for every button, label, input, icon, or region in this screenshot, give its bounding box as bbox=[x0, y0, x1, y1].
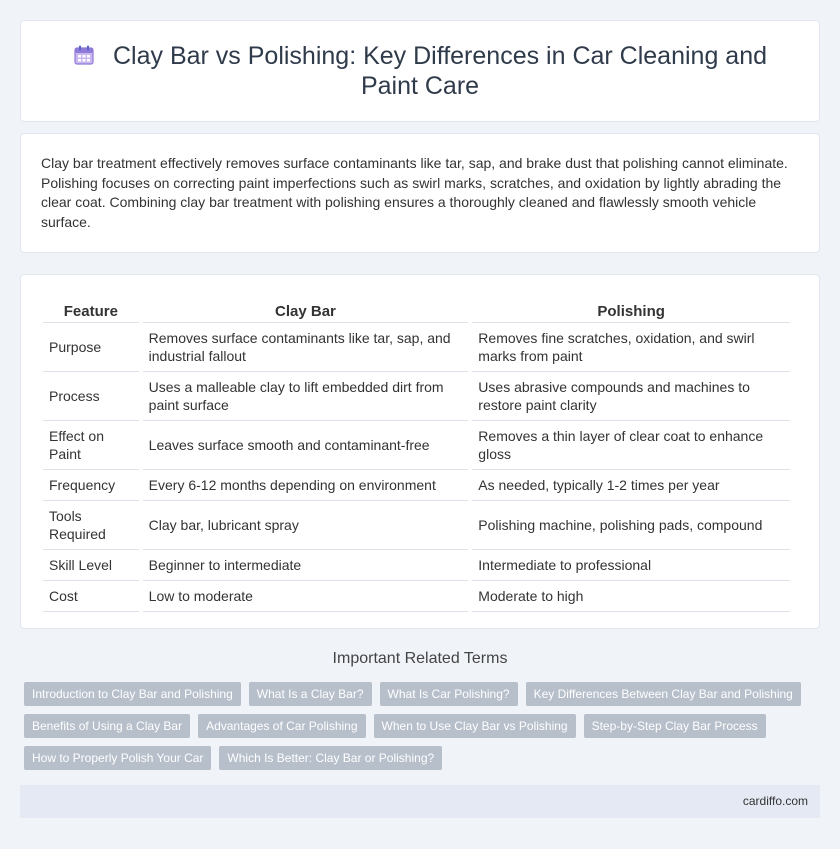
cell-clay-bar: Every 6-12 months depending on environment bbox=[143, 470, 469, 501]
title-card bbox=[20, 20, 820, 122]
related-term-tag[interactable]: How to Properly Polish Your Car bbox=[24, 746, 211, 770]
cell-feature: Tools Required bbox=[43, 501, 139, 550]
table-row bbox=[43, 372, 790, 421]
comparison-table bbox=[39, 295, 794, 612]
related-term-tag[interactable]: Benefits of Using a Clay Bar bbox=[24, 714, 190, 738]
related-term-tag[interactable]: When to Use Clay Bar vs Polishing bbox=[374, 714, 576, 738]
cell-feature: Frequency bbox=[43, 470, 139, 501]
page-title bbox=[61, 41, 779, 101]
related-term-tag[interactable]: Introduction to Clay Bar and Polishing bbox=[24, 682, 241, 706]
table-row bbox=[43, 421, 790, 470]
table-row bbox=[43, 470, 790, 501]
header-feature: Feature bbox=[43, 295, 139, 323]
cell-clay-bar: Beginner to intermediate bbox=[143, 550, 469, 581]
cell-polishing: Polishing machine, polishing pads, compound bbox=[472, 501, 790, 550]
related-term-tag[interactable]: Key Differences Between Clay Bar and Polishing bbox=[526, 682, 801, 706]
cell-polishing: Moderate to high bbox=[472, 581, 790, 612]
header-polishing: Polishing bbox=[472, 295, 790, 323]
related-terms-list bbox=[24, 682, 804, 770]
cell-feature: Cost bbox=[43, 581, 139, 612]
footer-site-link[interactable]: cardiffo.com bbox=[742, 794, 808, 808]
related-term-tag[interactable]: Step-by-Step Clay Bar Process bbox=[584, 714, 766, 738]
table-row bbox=[43, 550, 790, 581]
cell-feature: Skill Level bbox=[43, 550, 139, 581]
header-clay-bar: Clay Bar bbox=[143, 295, 469, 323]
cell-clay-bar: Uses a malleable clay to lift embedded dirt from paint surface bbox=[143, 372, 469, 421]
cell-polishing: As needed, typically 1-2 times per year bbox=[472, 470, 790, 501]
cell-polishing: Removes fine scratches, oxidation, and swirl marks from paint bbox=[472, 323, 790, 372]
intro-card bbox=[20, 133, 820, 253]
table-header-row bbox=[43, 295, 790, 323]
cell-clay-bar: Clay bar, lubricant spray bbox=[143, 501, 469, 550]
cell-feature: Effect on Paint bbox=[43, 421, 139, 470]
calendar-icon bbox=[73, 43, 95, 65]
related-terms-title: Important Related Terms bbox=[332, 650, 508, 667]
related-term-tag[interactable]: Which Is Better: Clay Bar or Polishing? bbox=[219, 746, 442, 770]
cell-clay-bar: Leaves surface smooth and contaminant-free bbox=[143, 421, 469, 470]
comparison-card bbox=[20, 274, 820, 629]
cell-feature: Purpose bbox=[43, 323, 139, 372]
footer bbox=[20, 785, 820, 818]
page-title-text: Clay Bar vs Polishing: Key Differences in Car Cleaning and Paint Care bbox=[112, 42, 768, 100]
intro-paragraph: Clay bar treatment effectively removes surface contaminants like tar, sap, and brake dust that polishing cannot eliminate. Polishing focuses on correcting paint imperfections such as swirl marks, scratches, and oxidation by lightly abrading the clear coat. Combining clay bar treatment with polishing ensures a thoroughly cleaned and flawlessly smooth vehicle surface. bbox=[41, 155, 788, 230]
related-term-tag[interactable]: What Is a Clay Bar? bbox=[249, 682, 372, 706]
related-term-tag[interactable]: What Is Car Polishing? bbox=[380, 682, 518, 706]
cell-clay-bar: Removes surface contaminants like tar, sap, and industrial fallout bbox=[143, 323, 469, 372]
table-row bbox=[43, 581, 790, 612]
table-row bbox=[43, 501, 790, 550]
cell-polishing: Intermediate to professional bbox=[472, 550, 790, 581]
cell-clay-bar: Low to moderate bbox=[143, 581, 469, 612]
cell-polishing: Uses abrasive compounds and machines to restore paint clarity bbox=[472, 372, 790, 421]
cell-polishing: Removes a thin layer of clear coat to enhance gloss bbox=[472, 421, 790, 470]
table-row bbox=[43, 323, 790, 372]
related-term-tag[interactable]: Advantages of Car Polishing bbox=[198, 714, 365, 738]
cell-feature: Process bbox=[43, 372, 139, 421]
